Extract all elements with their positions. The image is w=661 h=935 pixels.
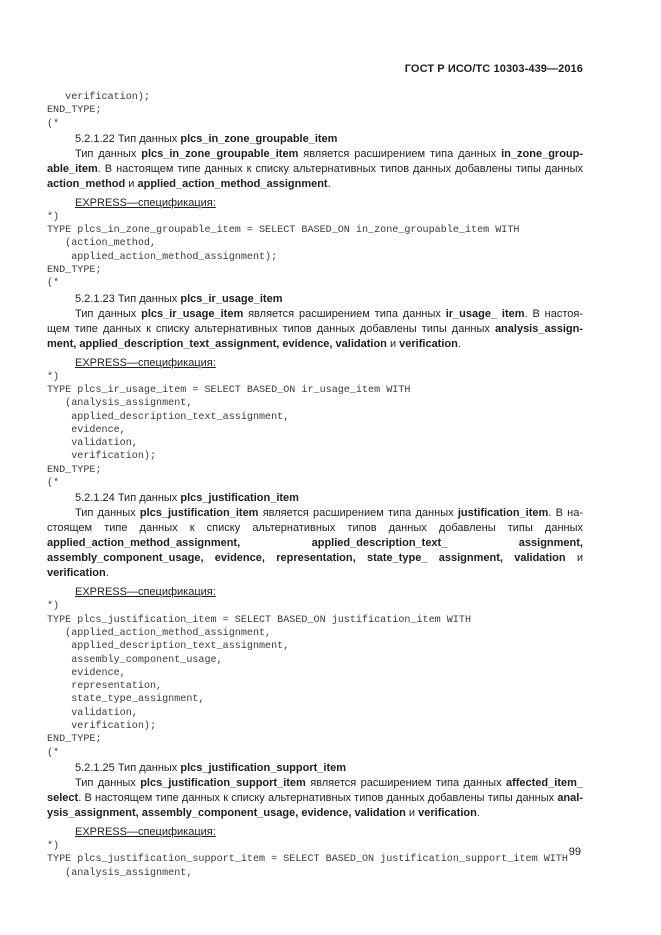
- text-run: является расширением типа данных: [298, 147, 502, 160]
- bold-term: action_method: [47, 177, 126, 190]
- code-line: verification);: [47, 92, 150, 103]
- text-run: 5.2.1.22 Тип данных: [75, 132, 181, 145]
- text-run: и: [386, 337, 400, 350]
- code-line: END_TYPE;: [47, 734, 102, 746]
- text-run: и: [405, 806, 419, 819]
- bold-term: verification: [399, 337, 458, 350]
- text-run: является расширением типа данных: [243, 307, 446, 320]
- bold-term: plcs_justification_item: [139, 507, 259, 520]
- code-line: END_TYPE;: [47, 105, 102, 117]
- code-line: END_TYPE;: [47, 464, 102, 476]
- page-body: [47, 91, 583, 880]
- document-header: ГОСТ Р ИСО/ТС 10303-439—2016: [404, 63, 583, 75]
- bold-term: plcs_justification_item: [180, 492, 299, 505]
- text-run: . В настоящем типе данных к списку альтернативных типов данных добавлены типы данных: [97, 162, 583, 175]
- express-code-block: [47, 371, 583, 491]
- body-paragraph: [47, 506, 583, 581]
- bold-term: applied_action_method_assignment, applied_description_text_ assignment, assembly_component_usage, evidence, representation, state_type_ assignment, validation: [47, 537, 583, 565]
- express-spec-label: EXPRESS—спецификация:: [75, 356, 216, 369]
- code-line: *): [47, 371, 60, 383]
- express-spec-label: EXPRESS—спецификация:: [75, 196, 216, 209]
- bold-term: plcs_ir_usage_item: [180, 292, 283, 305]
- code-line: TYPE plcs_justification_support_item = SELECT BASED_ON justification_support_item WITH: [47, 854, 568, 866]
- code-line: TYPE plcs_in_zone_groupable_item = SELECT BASED_ON in_zone_groupable_item WITH: [47, 225, 520, 237]
- express-spec-label: EXPRESS—спецификация:: [75, 825, 216, 838]
- code-line: assembly_component_usage,: [47, 654, 223, 666]
- text-run: .: [105, 567, 109, 580]
- bold-term: verification: [418, 806, 477, 819]
- bold-term: analysis_assign-ment, applied_description_text_assignment, evidence, validation: [47, 322, 583, 350]
- section-heading: [47, 132, 583, 147]
- text-run: .: [327, 177, 331, 190]
- code-line: TYPE plcs_justification_item = SELECT BASED_ON justification_item WITH: [47, 614, 472, 626]
- code-line: applied_description_text_assignment,: [47, 411, 290, 423]
- code-line: state_type_assignment,: [47, 694, 205, 706]
- code-line: END_TYPE;: [47, 265, 102, 277]
- code-line: validation,: [47, 707, 138, 719]
- bold-term: in_zone_group-able_item: [47, 147, 584, 175]
- text-run: и: [125, 177, 138, 190]
- express-code-block: [47, 600, 583, 760]
- text-run: 5.2.1.24 Тип данных: [75, 492, 181, 505]
- text-run: 5.2.1.25 Тип данных: [75, 761, 181, 774]
- bold-term: applied_action_method_assignment: [137, 177, 328, 190]
- code-line: validation,: [47, 438, 138, 450]
- express-code-block: [47, 91, 583, 131]
- text-run: . В настоящем типе данных к списку альтернативных типов данных добавлены типы данных: [78, 791, 558, 804]
- text-run: 5.2.1.23 Тип данных: [75, 292, 181, 305]
- express-code-block: [47, 211, 583, 291]
- section-heading: [47, 292, 583, 307]
- bold-term: plcs_justification_support_item: [140, 776, 306, 789]
- text-run: и: [565, 552, 584, 565]
- code-line: (*: [47, 118, 60, 130]
- code-line: applied_action_method_assignment);: [47, 251, 278, 263]
- body-paragraph: [47, 307, 583, 352]
- bold-term: verification: [47, 567, 106, 580]
- text-run: Тип данных: [75, 147, 142, 160]
- code-line: verification);: [47, 721, 157, 733]
- bold-term: plcs_in_zone_groupable_item: [180, 132, 338, 145]
- code-line: (analysis_assignment,: [47, 398, 193, 410]
- code-line: (*: [47, 747, 60, 759]
- code-line: (action_method,: [47, 238, 157, 250]
- bold-term: affected_item_ select: [47, 776, 584, 804]
- code-line: (*: [47, 478, 60, 490]
- page-number: 99: [568, 846, 581, 858]
- body-paragraph: [47, 147, 583, 192]
- text-run: . В настоя-щем типе данных к списку альтернативных типов данных добавлены типы данных: [47, 307, 583, 335]
- text-run: Тип данных: [75, 307, 142, 320]
- bold-term: plcs_in_zone_groupable_item: [141, 147, 299, 160]
- section-heading: [47, 761, 583, 776]
- code-line: (analysis_assignment,: [47, 867, 193, 879]
- bold-term: plcs_ir_usage_item: [141, 307, 244, 320]
- code-line: applied_description_text_assignment,: [47, 641, 290, 653]
- code-line: *): [47, 211, 60, 223]
- code-line: TYPE plcs_ir_usage_item = SELECT BASED_ON ir_usage_item WITH: [47, 384, 411, 396]
- code-line: representation,: [47, 681, 163, 693]
- section-heading: [47, 491, 583, 506]
- bold-term: plcs_justification_support_item: [180, 761, 347, 774]
- text-run: является расширением типа данных: [258, 507, 458, 520]
- text-run: . В на-стоящем типе данных к списку альтернативных типов данных добавлены типы данных: [47, 507, 583, 535]
- bold-term: anal-ysis_assignment, assembly_component_usage, evidence, validation: [47, 791, 583, 819]
- code-line: evidence,: [47, 667, 126, 679]
- bold-term: justification_item: [457, 507, 549, 520]
- code-line: (applied_action_method_assignment,: [47, 627, 272, 639]
- express-spec-label: EXPRESS—спецификация:: [75, 586, 216, 599]
- text-run: Тип данных: [75, 776, 141, 789]
- bold-term: ir_usage_ item: [445, 307, 525, 320]
- code-line: *): [47, 840, 60, 852]
- code-line: evidence,: [47, 424, 126, 436]
- text-run: Тип данных: [75, 507, 140, 520]
- code-line: verification);: [47, 451, 157, 463]
- text-run: является расширением типа данных: [305, 776, 506, 789]
- express-code-block: [47, 840, 583, 880]
- text-run: .: [457, 337, 461, 350]
- code-line: (*: [47, 278, 60, 290]
- code-line: *): [47, 601, 60, 613]
- text-run: .: [476, 806, 480, 819]
- body-paragraph: [47, 776, 583, 821]
